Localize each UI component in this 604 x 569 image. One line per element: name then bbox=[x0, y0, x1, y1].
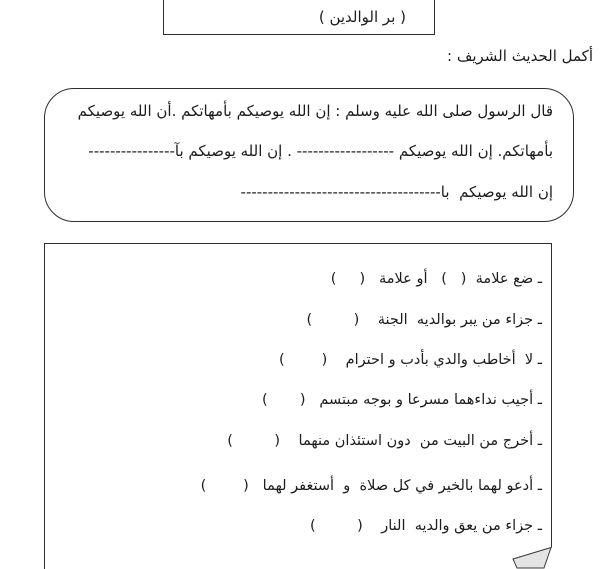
title-box bbox=[163, 0, 435, 35]
checklist-item: ـ أجيب نداءهما مسرعا و بوجه مبتسم ( ) bbox=[262, 392, 542, 408]
checklist-item: ـ لا أخاطب والدي بأدب و احترام ( ) bbox=[279, 352, 542, 368]
checklist-item: ـ جزاء من يبر بوالديه الجنة ( ) bbox=[306, 312, 542, 328]
checklist-item: ـ ضع علامة ( ) أو علامة ( ) bbox=[330, 271, 542, 287]
hadith-line: بأمهاتكم. إن الله يوصيكم ------------------ . إن الله يوصيكم بآ---------------- bbox=[88, 142, 553, 160]
checklist-item: ـ أدعو لهما بالخير في كل صلاة و أستغفر لهما ( ) bbox=[200, 478, 542, 494]
lesson-title: ( بر الوالدين ) bbox=[318, 8, 406, 26]
hadith-box bbox=[44, 88, 574, 222]
checklist-item: ـ أخرج من البيت من دون استئذان منهما ( ) bbox=[227, 433, 542, 449]
hadith-line: قال الرسول صلى الله عليه وسلم : إن الله يوصيكم بأمهاتكم .أن الله يوصيكم bbox=[77, 102, 553, 120]
folded-corner-icon bbox=[505, 540, 563, 569]
checklist-box bbox=[44, 243, 552, 569]
hadith-line: إن الله يوصيكم با------------------------------------- bbox=[240, 183, 553, 201]
instruction-text: أكمل الحديث الشريف : bbox=[447, 47, 593, 65]
checklist-item: ـ جزاء من يعق والديه النار ( ) bbox=[310, 518, 542, 534]
